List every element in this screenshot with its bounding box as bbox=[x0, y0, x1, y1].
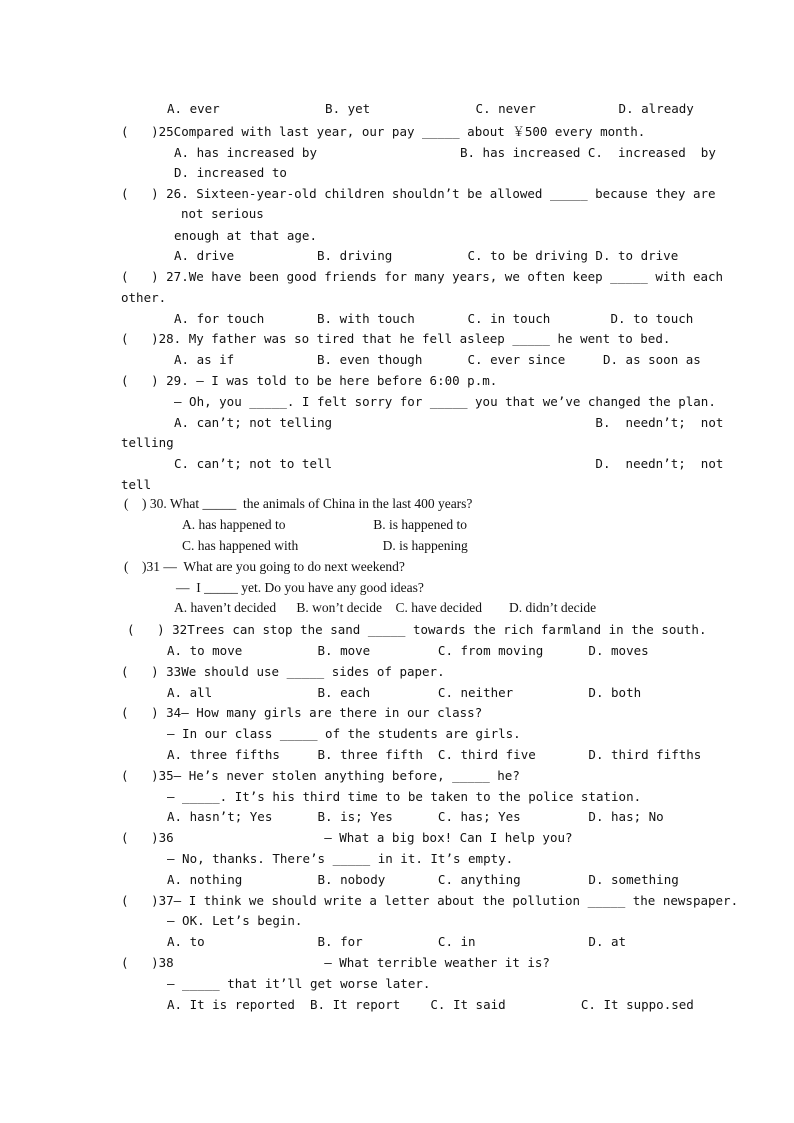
q29-options-line1: A. can’t; not telling B. needn’t; not bbox=[174, 415, 724, 430]
q27-options: A. for touch B. with touch C. in touch D. to touch bbox=[174, 311, 694, 326]
q26-options: A. drive B. driving C. to be driving D. to drive bbox=[174, 248, 679, 263]
q31-options: A. haven’t decided B. won’t decide C. have decided D. didn’t decide bbox=[174, 600, 597, 615]
q36-response: — No, thanks. There’s _____ in it. It’s empty. bbox=[167, 851, 514, 866]
q32-options: A. to move B. move C. from moving D. moves bbox=[167, 643, 649, 658]
q26-stem: ( ) 26. Sixteen-year-old children shouldn’t be allowed _____ because they are bbox=[121, 186, 716, 201]
q36-stem: ( )36 — What a big box! Can I help you? bbox=[121, 830, 573, 845]
q30-stem: ( ) 30. What _____ the animals of China in the last 400 years? bbox=[124, 496, 473, 511]
q29-options-line2: C. can’t; not to tell D. needn’t; not bbox=[174, 456, 724, 471]
q28-stem: ( )28. My father was so tired that he fell asleep _____ he went to bed. bbox=[121, 331, 671, 346]
q25-options-line2: D. increased to bbox=[174, 165, 287, 180]
q28-options: A. as if B. even though C. ever since D. as soon as bbox=[174, 352, 701, 367]
q38-options: A. It is reported B. It report C. It said C. It suppo.sed bbox=[167, 997, 694, 1012]
q36-options: A. nothing B. nobody C. anything D. something bbox=[167, 872, 679, 887]
q29-stem: ( ) 29. — I was told to be here before 6:00 p.m. bbox=[121, 373, 498, 388]
q34-stem: ( ) 34— How many girls are there in our class? bbox=[121, 705, 483, 720]
q24-options: A. ever B. yet C. never D. already bbox=[167, 101, 694, 116]
q30-options-line1: A. has happened to B. is happened to bbox=[182, 517, 467, 532]
q27-stem: ( ) 27.We have been good friends for many years, we often keep _____ with each bbox=[121, 269, 724, 284]
q29-options-line1-cont: telling bbox=[121, 435, 174, 450]
q26-stem-cont2: enough at that age. bbox=[174, 228, 317, 243]
q27-stem-cont: other. bbox=[121, 290, 167, 305]
q35-response: — _____. It’s his third time to be taken to the police station. bbox=[167, 789, 642, 804]
q25-options-line1: A. has increased by B. has increased C. increased by bbox=[174, 145, 716, 160]
q38-response: — _____ that it’ll get worse later. bbox=[167, 976, 431, 991]
q29-response: — Oh, you _____. I felt sorry for _____ you that we’ve changed the plan. bbox=[174, 394, 716, 409]
q25-stem: ( )25Compared with last year, our pay _____ about ￥500 every month. bbox=[121, 124, 646, 139]
q29-options-line2-cont: tell bbox=[121, 477, 152, 492]
q38-stem: ( )38 — What terrible weather it is? bbox=[121, 955, 550, 970]
q34-options: A. three fifths B. three fifth C. third five D. third fifths bbox=[167, 747, 702, 762]
q33-stem: ( ) 33We should use _____ sides of paper. bbox=[121, 664, 445, 679]
q37-response: — OK. Let’s begin. bbox=[167, 913, 303, 928]
q34-response: — In our class _____ of the students are girls. bbox=[167, 726, 521, 741]
q32-stem: ( ) 32Trees can stop the sand _____ towards the rich farmland in the south. bbox=[127, 622, 707, 637]
q31-stem: ( )31 — What are you going to do next weekend? bbox=[124, 559, 405, 574]
q35-stem: ( )35— He’s never stolen anything before, _____ he? bbox=[121, 768, 520, 783]
q37-options: A. to B. for C. in D. at bbox=[167, 934, 627, 949]
q33-options: A. all B. each C. neither D. both bbox=[167, 685, 642, 700]
q31-response: — I _____ yet. Do you have any good ideas? bbox=[176, 580, 424, 595]
q37-stem: ( )37— I think we should write a letter about the pollution _____ the newspaper. bbox=[121, 893, 739, 908]
q26-stem-cont: not serious bbox=[181, 206, 264, 221]
q30-options-line2: C. has happened with D. is happening bbox=[182, 538, 468, 553]
q35-options: A. hasn’t; Yes B. is; Yes C. has; Yes D. has; No bbox=[167, 809, 664, 824]
